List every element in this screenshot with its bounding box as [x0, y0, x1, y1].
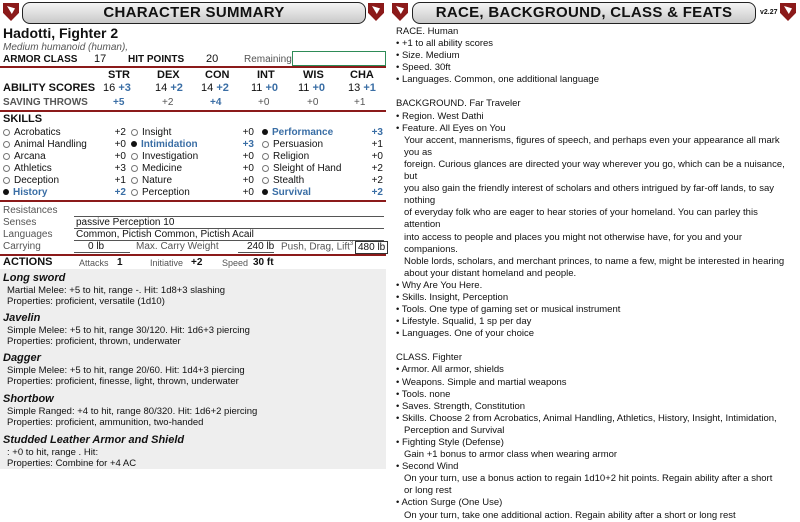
- skill-value: +0: [114, 139, 126, 150]
- ability-score: [201, 82, 229, 94]
- saving-throw: +0: [258, 97, 270, 108]
- skill-acrobatics: [3, 127, 61, 138]
- proficiency-dot: [131, 141, 137, 147]
- proficiency-dot: [262, 141, 269, 148]
- ability-name: STR: [108, 69, 130, 81]
- skill-animal-handling: [3, 139, 87, 150]
- character-subtitle: Medium humanoid (human),: [3, 42, 129, 53]
- ability-score: [155, 82, 183, 94]
- skill-name: Animal Handling: [14, 139, 87, 150]
- attack-details: Martial Melee: +5 to hit, range -. Hit: 1d8+3 slashing: [7, 285, 226, 296]
- divider: [0, 254, 386, 256]
- skill-value: +3: [242, 139, 254, 150]
- actions-label: ACTIONS: [3, 256, 53, 268]
- skill-name: Sleight of Hand: [273, 163, 342, 174]
- attack-details: : +0 to hit, range . Hit:: [7, 447, 99, 458]
- skill-intimidation: [131, 139, 198, 150]
- skill-name: Insight: [142, 127, 172, 138]
- ability-scores-label: ABILITY SCORES: [3, 82, 96, 94]
- attack-properties: Properties: proficient, finesse, light, thrown, underwater: [7, 376, 239, 387]
- skill-perception: [131, 187, 190, 198]
- proficiency-dot: [3, 165, 10, 172]
- skill-value: +0: [371, 151, 383, 162]
- ability-score: [348, 82, 376, 94]
- text-line: into access to people and places you might not otherwise have, for you and your companions.: [404, 231, 742, 255]
- speed-label: Speed: [222, 258, 249, 268]
- remaining-hp-input[interactable]: [292, 51, 386, 66]
- skill-value: +0: [242, 175, 254, 186]
- score: 13: [348, 82, 361, 94]
- skill-sleight-of-hand: [262, 163, 341, 174]
- attacks-value: 1: [117, 257, 123, 268]
- remaining-label: Remaining: [244, 54, 292, 65]
- divider: [0, 200, 386, 202]
- text-line: foreign. Curious glances are directed your way wherever you go, which can be a nuisance, but: [404, 158, 785, 183]
- ability-name: CHA: [350, 69, 374, 81]
- skill-value: +1: [114, 175, 126, 186]
- proficiency-dot: [131, 153, 138, 160]
- blank-line: [396, 340, 788, 352]
- skill-name: Intimidation: [141, 139, 198, 150]
- text-line: RACE. Human: [396, 26, 459, 37]
- hit-points-label: HIT POINTS: [128, 54, 185, 65]
- skill-name: Arcana: [14, 151, 46, 162]
- proficiency-dot: [131, 129, 138, 136]
- modifier: +0: [265, 82, 279, 94]
- carrying-value: 0 lb: [88, 241, 105, 252]
- race-background-class-text: [396, 26, 788, 522]
- hit-points-value: 20: [206, 53, 219, 65]
- text-line: • +1 to all ability scores: [396, 38, 494, 50]
- proficiency-dot: [262, 165, 269, 172]
- ability-name: CON: [205, 69, 230, 81]
- proficiency-dot: [262, 129, 268, 135]
- text-line: • Feature. All Eyes on You: [396, 122, 506, 134]
- languages-value: Common, Pictish Common, Pictish Acail: [76, 229, 254, 240]
- text-line: Gain +1 bonus to armor class when wearing armor: [404, 449, 618, 461]
- saving-throw: +4: [210, 97, 222, 108]
- skill-value: +0: [242, 163, 254, 174]
- text-line: CLASS. Fighter: [396, 352, 462, 364]
- modifier: +3: [118, 82, 131, 94]
- text-line: • Armor. All armor, shields: [396, 364, 504, 376]
- proficiency-dot: [3, 177, 10, 184]
- text-line: • Speed. 30ft: [396, 62, 451, 74]
- attack-name: Long sword: [3, 272, 66, 284]
- skill-name: Medicine: [142, 163, 183, 174]
- skill-arcana: [3, 151, 46, 162]
- text-line: Your accent, mannerisms, figures of speech, and perhaps even your appearance all mark you as: [404, 134, 780, 158]
- attack-details: Simple Melee: +5 to hit, range 30/120. Hit: 1d6+3 piercing: [7, 325, 250, 336]
- race-background-header: RACE, BACKGROUND, CLASS & FEATS: [412, 2, 756, 24]
- attack-properties: Properties: proficient, versatile (1d10): [7, 296, 165, 307]
- saving-throw: +0: [307, 97, 319, 108]
- skill-name: Stealth: [273, 175, 305, 186]
- skill-stealth: [262, 175, 304, 186]
- ability-name: INT: [257, 69, 275, 81]
- ability-name: WIS: [303, 69, 324, 81]
- underline: [74, 252, 130, 253]
- languages-label: Languages: [3, 229, 53, 240]
- underline: [238, 252, 274, 253]
- text-line: • Region. West Dathi: [396, 110, 484, 122]
- skill-value: +0: [242, 127, 254, 138]
- blank-line: [396, 86, 788, 98]
- carrying-label: Carrying: [3, 241, 41, 252]
- skill-medicine: [131, 163, 182, 174]
- text-line: • Fighting Style (Defense): [396, 437, 504, 448]
- score: 11: [251, 82, 263, 94]
- skill-name: Persuasion: [273, 139, 324, 150]
- text-line: • Size. Medium: [396, 50, 460, 62]
- armor-class-value: 17: [94, 53, 107, 65]
- shield-icon: [368, 3, 384, 21]
- text-line: • Weapons. Simple and martial weapons: [396, 376, 567, 388]
- skill-nature: [131, 175, 172, 186]
- skill-name: History: [13, 187, 48, 198]
- skill-value: +0: [114, 151, 126, 162]
- skill-persuasion: [262, 139, 323, 150]
- skill-name: Investigation: [142, 151, 199, 162]
- text-line: On your turn, use a bonus action to regain 1d10+2 hit points. Regain ability after a short: [404, 473, 773, 485]
- push-label-text: Push, Drag, Lift: [281, 241, 350, 253]
- attack-name: Shortbow: [3, 393, 54, 405]
- skill-survival: [262, 187, 311, 198]
- shield-icon: [780, 3, 796, 21]
- armor-class-label: ARMOR CLASS: [3, 54, 78, 65]
- skill-value: +2: [371, 163, 383, 174]
- score: 16: [103, 82, 116, 94]
- skill-value: +2: [371, 175, 383, 186]
- ability-score: [298, 82, 325, 94]
- skills-label: SKILLS: [3, 113, 43, 125]
- score: 14: [155, 82, 168, 94]
- saving-throw: +2: [162, 97, 174, 108]
- footnote-mark: 3: [349, 241, 354, 247]
- text-line: BACKGROUND. Far Traveler: [396, 98, 521, 110]
- max-carry-value: 240 lb: [247, 241, 275, 252]
- text-line: or long rest: [404, 485, 452, 497]
- text-line: • Skills. Choose 2 from Acrobatics, Animal Handling, Athletics, History, Insight, Intimidation,: [396, 412, 777, 424]
- initiative-label: Initiative: [150, 258, 184, 268]
- text-line: • Skills. Insight, Perception: [396, 291, 509, 303]
- attack-properties: Properties: Combine for +4 AC: [7, 458, 137, 469]
- text-line: of everyday folk who are eager to hear stories of your homeland. You can parley this attention: [404, 207, 758, 231]
- text-line: you also gain the friendly interest of scholars and others intrigued by far-off lands, to say nothing: [404, 183, 775, 207]
- text-line: On your turn, take one additional action. Regain ability after a short or long rest: [404, 509, 736, 521]
- version-label: v2.27: [760, 9, 778, 16]
- skill-name: Deception: [14, 175, 60, 186]
- proficiency-dot: [3, 129, 10, 136]
- modifier: +2: [170, 82, 183, 94]
- saving-throw: +1: [354, 97, 366, 108]
- score: 11: [298, 82, 310, 94]
- text-line: • Languages. One of your choice: [396, 328, 535, 340]
- text-line: • Tools. none: [396, 388, 451, 400]
- senses-value: passive Perception 10: [76, 217, 175, 228]
- skill-name: Perception: [142, 187, 190, 198]
- divider: [0, 66, 386, 68]
- attack-properties: Properties: proficient, ammunition, two-handed: [7, 417, 204, 428]
- proficiency-dot: [131, 189, 138, 196]
- shield-icon: [3, 3, 19, 21]
- skill-value: +2: [114, 187, 126, 198]
- attack-name: Dagger: [3, 352, 41, 364]
- skill-investigation: [131, 151, 198, 162]
- proficiency-dot: [3, 189, 9, 195]
- attack-name: Studded Leather Armor and Shield: [3, 434, 185, 446]
- skill-value: +3: [371, 127, 383, 138]
- push-drag-lift-label: [281, 241, 353, 252]
- attack-details: Simple Melee: +5 to hit, range 20/60. Hit: 1d4+3 piercing: [7, 365, 245, 376]
- skill-name: Survival: [272, 187, 311, 198]
- shield-icon: [392, 3, 408, 21]
- character-name: Hadotti, Fighter 2: [3, 25, 119, 41]
- text-line: • Saves. Strength, Constitution: [396, 400, 526, 412]
- skill-name: Nature: [142, 175, 173, 186]
- saving-throw: +5: [113, 97, 125, 108]
- saving-throws-label: SAVING THROWS: [3, 97, 88, 108]
- skill-religion: [262, 151, 309, 162]
- skill-value: +1: [371, 139, 383, 150]
- resistances-label: Resistances: [3, 205, 58, 216]
- skill-deception: [3, 175, 59, 186]
- initiative-value: +2: [191, 257, 203, 268]
- modifier: +2: [216, 82, 229, 94]
- modifier: +0: [312, 82, 326, 94]
- text-line: • Tools. One type of gaming set or musical instrument: [396, 304, 621, 316]
- text-line: • Action Surge (One Use): [396, 497, 503, 509]
- proficiency-dot: [131, 177, 138, 184]
- attack-details: Simple Ranged: +4 to hit, range 80/320. Hit: 1d6+2 piercing: [7, 406, 258, 417]
- divider: [0, 110, 386, 112]
- speed-value: 30 ft: [253, 257, 274, 268]
- text-line: • Lifestyle. Squalid, 1 sp per day: [396, 316, 532, 328]
- text-line: • Why Are You Here.: [396, 279, 483, 291]
- character-summary-header: CHARACTER SUMMARY: [22, 2, 366, 24]
- text-line: Perception and Survival: [404, 424, 505, 436]
- proficiency-dot: [262, 153, 269, 160]
- ability-score: [103, 82, 131, 94]
- text-line: Noble lords, scholars, and merchant princes, to name a few, might be interested in hearing: [404, 255, 785, 267]
- text-line: about your distant homeland and people.: [404, 267, 577, 279]
- ability-score: [251, 82, 278, 94]
- text-line: • Languages. Common, one additional language: [396, 74, 599, 86]
- max-carry-label: Max. Carry Weight: [136, 241, 219, 252]
- senses-label: Senses: [3, 217, 37, 228]
- attack-properties: Properties: proficient, thrown, underwater: [7, 336, 181, 347]
- text-line: • Second Wind: [396, 461, 459, 473]
- proficiency-dot: [131, 165, 138, 172]
- proficiency-dot: [3, 141, 10, 148]
- score: 14: [201, 82, 214, 94]
- ability-name: DEX: [157, 69, 180, 81]
- skill-value: +2: [114, 127, 126, 138]
- skill-name: Religion: [273, 151, 310, 162]
- skill-value: +0: [242, 151, 254, 162]
- push-drag-lift-value: 480 lb: [355, 241, 388, 254]
- skill-name: Athletics: [14, 163, 52, 174]
- skill-value: +2: [371, 187, 383, 198]
- skill-athletics: [3, 163, 52, 174]
- skill-insight: [131, 127, 171, 138]
- proficiency-dot: [3, 153, 10, 160]
- attack-name: Javelin: [3, 312, 41, 324]
- skill-name: Performance: [272, 127, 334, 138]
- attacks-label: Attacks: [79, 258, 109, 268]
- skill-value: +0: [242, 187, 254, 198]
- modifier: +1: [363, 82, 376, 94]
- proficiency-dot: [262, 189, 268, 195]
- skill-history: [3, 187, 47, 198]
- proficiency-dot: [262, 177, 269, 184]
- skill-name: Acrobatics: [14, 127, 61, 138]
- skill-performance: [262, 127, 333, 138]
- skill-value: +3: [114, 163, 126, 174]
